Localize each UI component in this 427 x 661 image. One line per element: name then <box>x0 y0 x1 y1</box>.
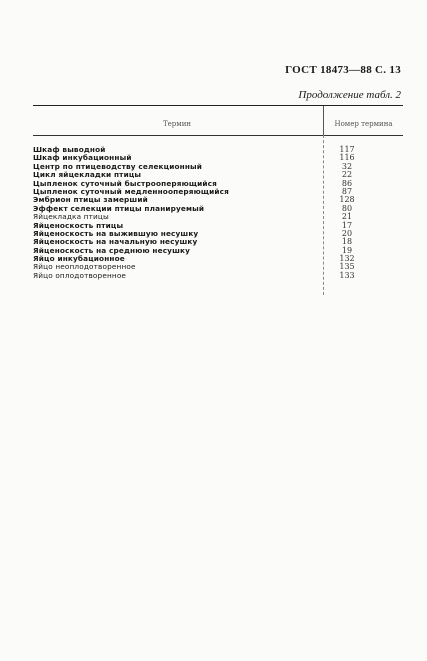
term-number-cell: 135 <box>339 262 355 272</box>
term-number-cell: 20 <box>341 228 353 238</box>
table-header-row <box>33 106 403 135</box>
term-cell: Яйценоскость птицы <box>33 220 124 230</box>
term-cell: Шкаф выводной <box>33 145 106 154</box>
term-cell: Цикл яйцекладки птицы <box>33 170 142 180</box>
term-number-cell: 32 <box>341 161 353 171</box>
term-cell: Эмбрион птицы замерший <box>33 195 148 205</box>
term-cell: Яйценоскость на среднюю несушку <box>33 245 190 255</box>
term-number-cell: 22 <box>341 170 353 180</box>
table-body <box>33 146 403 280</box>
term-number-cell: 86 <box>341 178 353 188</box>
term-number-cell: 21 <box>341 212 353 222</box>
term-cell: Яйцо неоплодотворенное <box>33 262 136 272</box>
term-number-cell: 133 <box>339 270 355 280</box>
column-header-term: Термин <box>162 120 192 128</box>
term-number-cell: 117 <box>339 145 355 154</box>
term-number-cell: 116 <box>339 153 355 163</box>
column-header-number: Номер термина <box>334 120 393 128</box>
term-cell: Яйцо инкубационное <box>33 254 125 264</box>
term-cell: Яйценоскость на начальную несушку <box>33 237 198 247</box>
term-number-cell: 128 <box>339 195 355 205</box>
table-continuation-label: Продолжение табл. 2 <box>298 89 401 101</box>
term-cell: Эффект селекции птицы планируемый <box>33 203 205 213</box>
term-cell: Шкаф инкубационный <box>33 153 132 163</box>
term-number-cell: 80 <box>341 203 353 213</box>
term-number-cell: 17 <box>341 220 353 230</box>
page-header: ГОСТ 18473—88 С. 13 <box>285 64 401 76</box>
term-number-cell: 87 <box>341 186 353 196</box>
term-cell: Цыпленок суточный медленнооперяющийся <box>33 186 229 196</box>
term-cell: Яйценоскость на выжившую несушку <box>33 228 199 238</box>
term-cell: Яйцекладка птицы <box>33 212 109 222</box>
term-number-cell: 18 <box>341 237 353 247</box>
term-number-cell: 19 <box>341 245 353 255</box>
term-cell: Центр по птицеводству селекционный <box>33 161 203 171</box>
term-cell: Цыпленок суточный быстрооперяющийся <box>33 178 217 188</box>
table-header-rule <box>33 135 403 136</box>
term-cell: Яйцо оплодотворенное <box>33 270 127 280</box>
term-number-cell: 132 <box>339 254 355 264</box>
table-row <box>33 272 403 280</box>
terms-index-table <box>33 105 403 280</box>
